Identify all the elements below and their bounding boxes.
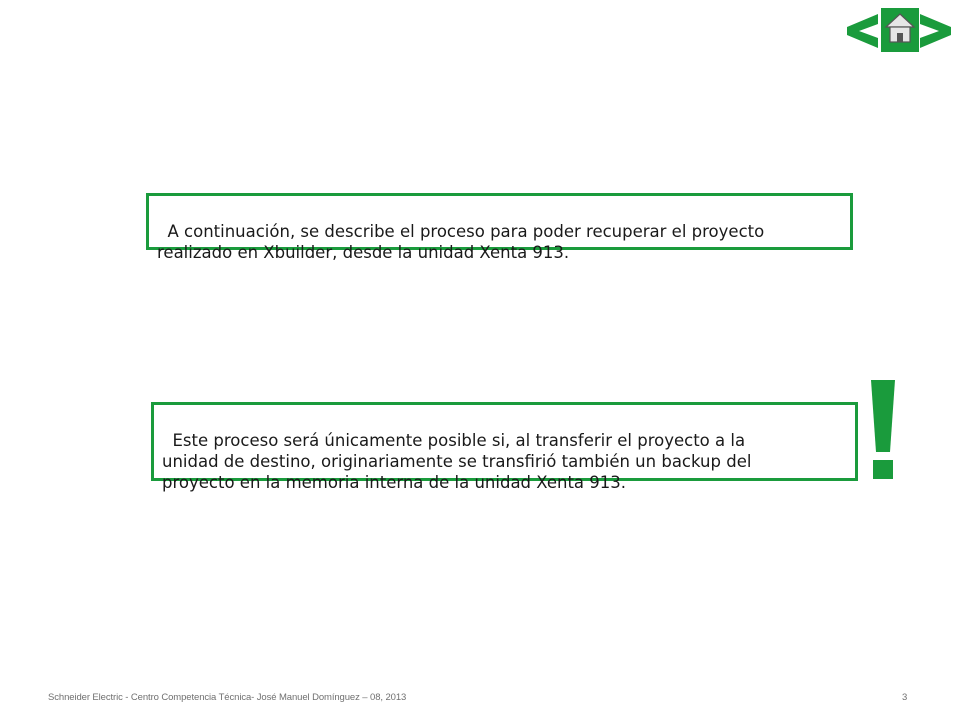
warning-note bbox=[151, 402, 858, 492]
chevron-right-icon bbox=[918, 8, 954, 54]
previous-slide-button[interactable] bbox=[842, 8, 882, 54]
page-number: 3 bbox=[902, 692, 908, 703]
chevron-left-icon bbox=[842, 8, 882, 54]
home-icon bbox=[881, 8, 919, 52]
warning-note-text: Este proceso será únicamente posible si, al transferir el proyecto a la unidad de destino, originariamente se transfirió también un backup del proyecto en la memoria interna de la unidad Xenta 913. bbox=[162, 431, 752, 492]
footer-text: Schneider Electric - Centro Competencia Técnica- José Manuel Domínguez – 08, 2013 bbox=[48, 692, 407, 703]
exclamation-icon bbox=[868, 380, 898, 480]
next-slide-button[interactable] bbox=[918, 8, 954, 54]
slide-navigation bbox=[842, 8, 954, 54]
info-note-text: A continuación, se describe el proceso para poder recuperar el proyecto realizado en Xbuilder, desde la unidad Xenta 913. bbox=[157, 222, 765, 262]
info-note bbox=[146, 193, 853, 262]
home-button[interactable] bbox=[881, 8, 919, 52]
